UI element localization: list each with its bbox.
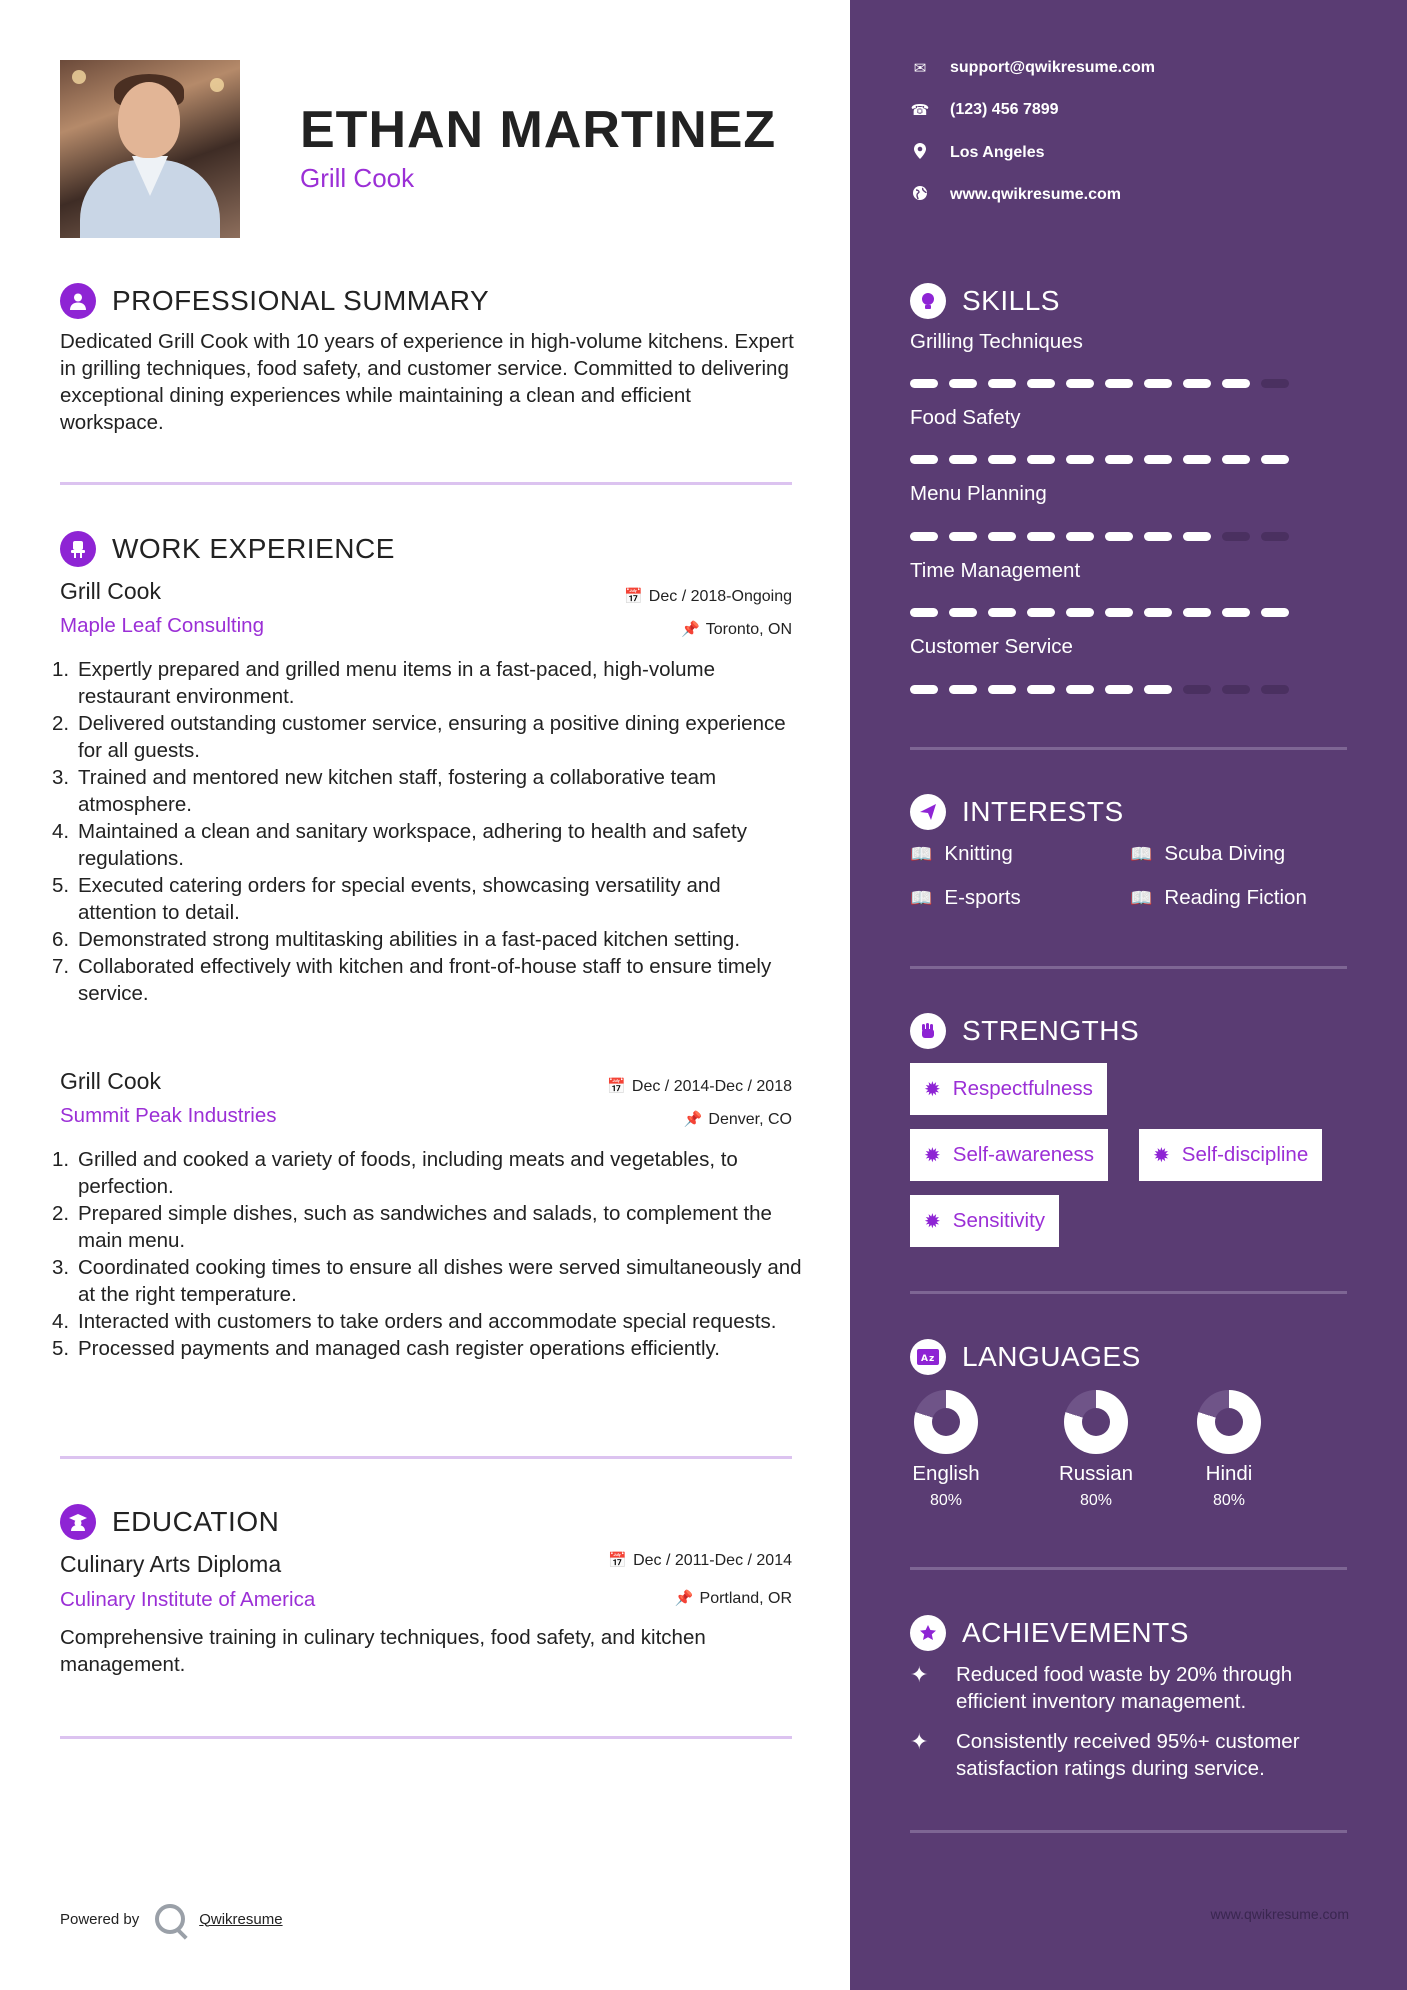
skill-segment xyxy=(1183,532,1211,541)
skill-segment xyxy=(1027,685,1055,694)
divider xyxy=(910,966,1347,969)
website-link[interactable]: www.qwikresume.com xyxy=(950,186,1122,203)
skill-segment xyxy=(949,379,977,388)
badge-icon: ✹ xyxy=(924,1078,941,1101)
job-title: Grill Cook xyxy=(60,578,161,604)
interest-item: 📖 Knitting xyxy=(910,842,1013,865)
language-percent: 80% xyxy=(929,1492,963,1509)
skill-segment xyxy=(1222,532,1250,541)
achievements-heading xyxy=(910,1615,1189,1651)
skill-segment xyxy=(949,532,977,541)
list-item: 7. Collaborated effectively with kitchen and front-of-house staff to ensure timely service. xyxy=(52,955,772,1005)
school-name: Culinary Institute of America xyxy=(60,1588,316,1611)
job-dates: 📅 Dec / 2018-Ongoing xyxy=(624,588,792,605)
skill-label: Customer Service xyxy=(910,635,1073,658)
skill-segment xyxy=(910,608,938,617)
skill-segment xyxy=(1027,532,1055,541)
language-item xyxy=(896,1390,996,1510)
language-name: Russian xyxy=(1058,1462,1134,1485)
experience-title: WORK EXPERIENCE xyxy=(112,533,395,564)
language-percent: 80% xyxy=(1079,1492,1113,1509)
user-icon xyxy=(60,283,96,319)
contact-phone xyxy=(910,101,1059,119)
interest-item: 📖 Scuba Diving xyxy=(1130,842,1286,865)
skill-segment xyxy=(1105,379,1133,388)
shooting-star-icon: ✦ xyxy=(910,1729,929,1754)
list-item: 1. Grilled and cooked a variety of foods, including meats and vegetables, to perfection. xyxy=(52,1148,738,1198)
summary-title: PROFESSIONAL SUMMARY xyxy=(112,285,490,316)
skill-segment xyxy=(949,455,977,464)
skills-heading xyxy=(910,283,1060,319)
candidate-role: Grill Cook xyxy=(300,163,415,193)
skill-segment xyxy=(1105,608,1133,617)
skill-segment xyxy=(1027,455,1055,464)
skill-bar xyxy=(910,608,1289,617)
skill-label: Menu Planning xyxy=(910,482,1047,505)
skill-label: Food Safety xyxy=(910,406,1021,429)
skill-segment xyxy=(949,608,977,617)
skill-segment xyxy=(1144,608,1172,617)
skill-segment xyxy=(988,608,1016,617)
job-location: 📌 Toronto, ON xyxy=(681,621,792,638)
education-title: EDUCATION xyxy=(112,1506,280,1537)
skill-segment xyxy=(910,455,938,464)
skill-segment xyxy=(1183,455,1211,464)
divider xyxy=(910,1291,1347,1294)
divider xyxy=(60,482,792,485)
skill-segment xyxy=(1261,608,1289,617)
skill-segment xyxy=(1144,532,1172,541)
book-icon: 📖 xyxy=(910,887,933,908)
skill-segment xyxy=(1105,685,1133,694)
qwikresume-link[interactable]: Qwikresume xyxy=(199,1910,283,1928)
skill-segment xyxy=(1183,379,1211,388)
interest-item: 📖 Reading Fiction xyxy=(1130,886,1307,909)
languages-title: LANGUAGES xyxy=(962,1341,1141,1372)
globe-icon xyxy=(910,185,930,205)
candidate-name: ETHAN MARTINEZ xyxy=(300,101,777,159)
education-dates: 📅 Dec / 2011-Dec / 2014 xyxy=(608,1552,792,1569)
list-item: 2. Prepared simple dishes, such as sandwiches and salads, to complement the main menu. xyxy=(52,1202,772,1252)
skill-segment xyxy=(1261,455,1289,464)
language-donut xyxy=(1064,1390,1128,1454)
education-description: Comprehensive training in culinary techniques, food safety, and kitchen management. xyxy=(60,1626,706,1676)
language-percent: 80% xyxy=(1212,1492,1246,1509)
phone-icon: ☎ xyxy=(910,102,930,119)
achievement-item: ✦ Reduced food waste by 20% through efficient inventory management. xyxy=(910,1662,1293,1713)
job-title: Grill Cook xyxy=(60,1068,161,1094)
skill-bar xyxy=(910,685,1289,694)
education-location: 📌 Portland, OR xyxy=(674,1590,792,1607)
footer-website[interactable]: www.qwikresume.com xyxy=(1210,1906,1349,1922)
skill-segment xyxy=(1222,455,1250,464)
list-item: 3. Coordinated cooking times to ensure all dishes were served simultaneously and at the right temperature. xyxy=(52,1256,802,1306)
graduate-icon xyxy=(60,1504,96,1540)
contact-email xyxy=(910,59,1155,77)
summary-heading xyxy=(60,283,489,319)
skill-segment xyxy=(988,455,1016,464)
skill-label: Grilling Techniques xyxy=(910,330,1083,353)
chair-icon xyxy=(60,531,96,567)
skill-segment xyxy=(910,685,938,694)
language-item xyxy=(1046,1390,1146,1510)
profile-photo xyxy=(60,60,240,238)
svg-text:A: A xyxy=(921,1354,928,1364)
skill-segment xyxy=(1261,532,1289,541)
interests-title: INTERESTS xyxy=(962,796,1124,827)
strength-tag: ✹ Self-discipline xyxy=(1139,1129,1322,1181)
skill-bar xyxy=(910,379,1289,388)
skill-segment xyxy=(1261,685,1289,694)
language-name: Hindi xyxy=(1205,1462,1253,1485)
achievements-title: ACHIEVEMENTS xyxy=(962,1617,1189,1648)
translate-icon xyxy=(910,1339,946,1375)
skill-label: Time Management xyxy=(910,559,1081,582)
skill-segment xyxy=(1183,685,1211,694)
skill-segment xyxy=(1222,685,1250,694)
divider xyxy=(60,1736,792,1739)
powered-by-label: Powered by xyxy=(60,1910,140,1928)
divider xyxy=(910,747,1347,750)
list-item: 2. Delivered outstanding customer service, ensuring a positive dining experience for all guests. xyxy=(52,712,786,762)
strength-tag: ✹ Respectfulness xyxy=(910,1063,1107,1115)
shooting-star-icon: ✦ xyxy=(910,1662,929,1687)
skill-segment xyxy=(949,685,977,694)
skill-segment xyxy=(1183,608,1211,617)
skill-segment xyxy=(988,685,1016,694)
calendar-icon: 📅 xyxy=(607,1078,626,1095)
skill-segment xyxy=(1222,608,1250,617)
badge-icon: ✹ xyxy=(924,1210,941,1233)
list-item: 3. Trained and mentored new kitchen staff, fostering a collaborative team atmosphere. xyxy=(52,766,717,816)
skill-segment xyxy=(1066,532,1094,541)
lightbulb-icon xyxy=(910,283,946,319)
summary-text: Dedicated Grill Cook with 10 years of experience in high-volume kitchens. Expert in grilling techniques, food safety, and customer service. Committed to delivering exceptional dining experiences while maintaining a clean and efficient workspace. xyxy=(60,330,794,434)
powered-by xyxy=(60,1904,283,1934)
book-icon: 📖 xyxy=(910,843,933,864)
experience-heading xyxy=(60,531,395,567)
achievement-item: ✦ Consistently received 95%+ customer satisfaction ratings during service. xyxy=(910,1729,1300,1780)
sidebar xyxy=(850,0,1407,1990)
interest-item: 📖 E-sports xyxy=(910,886,1021,909)
location-text: Los Angeles xyxy=(950,144,1045,161)
education-heading xyxy=(60,1504,279,1540)
skill-segment xyxy=(910,532,938,541)
fist-icon xyxy=(910,1013,946,1049)
svg-text:z: z xyxy=(929,1354,935,1364)
job-bullets xyxy=(52,1146,804,1362)
skill-segment xyxy=(988,379,1016,388)
paper-plane-icon xyxy=(910,794,946,830)
list-item: 6. Demonstrated strong multitasking abilities in a fast-paced kitchen setting. xyxy=(52,928,741,951)
strength-tag: ✹ Sensitivity xyxy=(910,1195,1059,1247)
skill-bar xyxy=(910,532,1289,541)
skill-segment xyxy=(988,532,1016,541)
star-badge-icon xyxy=(910,1615,946,1651)
skill-segment xyxy=(1144,379,1172,388)
qwikresume-logo-icon xyxy=(155,1904,185,1934)
job-company: Maple Leaf Consulting xyxy=(60,614,264,637)
skill-segment xyxy=(1105,532,1133,541)
email-link[interactable]: support@qwikresume.com xyxy=(950,59,1155,76)
job-company: Summit Peak Industries xyxy=(60,1104,277,1127)
list-item: 1. Expertly prepared and grilled menu items in a fast-paced, high-volume restaurant environment. xyxy=(52,658,715,708)
calendar-icon: 📅 xyxy=(624,588,643,605)
skill-segment xyxy=(1222,379,1250,388)
strengths-title: STRENGTHS xyxy=(962,1015,1140,1046)
language-name: English xyxy=(912,1462,980,1485)
job-location: 📌 Denver, CO xyxy=(683,1111,792,1128)
list-item: 5. Executed catering orders for special events, showcasing versatility and attention to detail. xyxy=(52,874,721,924)
job-bullets xyxy=(52,656,804,1007)
language-item xyxy=(1179,1390,1279,1510)
skill-segment xyxy=(1066,608,1094,617)
skill-segment xyxy=(910,379,938,388)
skill-segment xyxy=(1261,379,1289,388)
skill-segment xyxy=(1066,685,1094,694)
list-item: 4. Maintained a clean and sanitary workspace, adhering to health and safety regulations. xyxy=(52,820,747,870)
language-donut xyxy=(1197,1390,1261,1454)
book-icon: 📖 xyxy=(1130,887,1153,908)
badge-icon: ✹ xyxy=(924,1144,941,1167)
map-pin-icon xyxy=(910,143,930,163)
skill-segment xyxy=(1027,379,1055,388)
language-donut xyxy=(914,1390,978,1454)
strengths-heading xyxy=(910,1013,1139,1049)
degree-title: Culinary Arts Diploma xyxy=(60,1551,282,1577)
pin-icon: 📌 xyxy=(674,1590,694,1607)
divider xyxy=(910,1567,1347,1570)
badge-icon: ✹ xyxy=(1153,1144,1170,1167)
interests-heading xyxy=(910,794,1124,830)
book-icon: 📖 xyxy=(1130,843,1153,864)
skill-segment xyxy=(1027,608,1055,617)
pin-icon: 📌 xyxy=(683,1111,703,1128)
strength-tag: ✹ Self-awareness xyxy=(910,1129,1108,1181)
skills-title: SKILLS xyxy=(962,285,1060,316)
job-dates: 📅 Dec / 2014-Dec / 2018 xyxy=(607,1078,792,1095)
skill-segment xyxy=(1144,455,1172,464)
contact-website xyxy=(910,185,1121,205)
envelope-icon: ✉ xyxy=(913,60,927,77)
pin-icon: 📌 xyxy=(681,621,700,638)
contact-location xyxy=(910,143,1045,163)
divider xyxy=(60,1456,792,1459)
list-item: 4. Interacted with customers to take orders and accommodate special requests. xyxy=(52,1310,777,1333)
divider xyxy=(910,1830,1347,1833)
skill-segment xyxy=(1066,455,1094,464)
skill-bar xyxy=(910,455,1289,464)
phone-text: (123) 456 7899 xyxy=(950,101,1059,118)
list-item: 5. Processed payments and managed cash register operations efficiently. xyxy=(52,1337,720,1360)
skill-segment xyxy=(1144,685,1172,694)
languages-heading xyxy=(910,1339,1141,1375)
skill-segment xyxy=(1066,379,1094,388)
calendar-icon: 📅 xyxy=(608,1552,628,1569)
skill-segment xyxy=(1105,455,1133,464)
